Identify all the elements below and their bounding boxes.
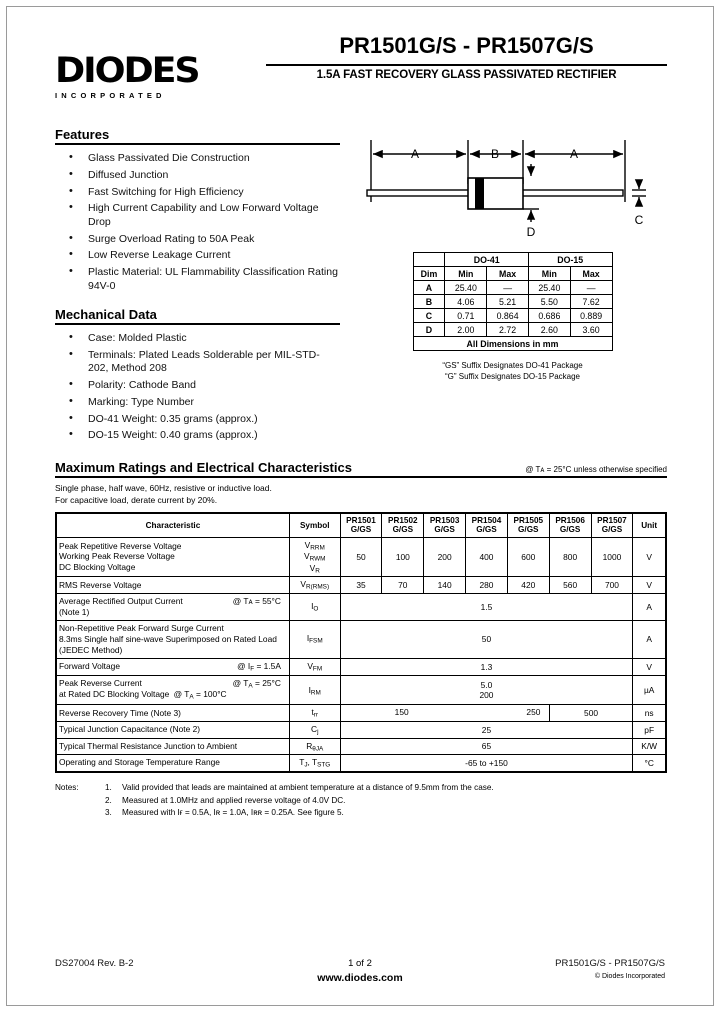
col-header-pr1507: PR1507 G/GS bbox=[591, 513, 633, 537]
svg-text:B: B bbox=[490, 147, 499, 161]
dim-value: 25.40 bbox=[528, 281, 570, 295]
package-diagram-svg bbox=[363, 124, 663, 242]
row-characteristic: Peak Reverse Current @ $T_A = 25^\circ C$ at Rated DC Blocking Voltage @ $T_A = 100^\circ C$ bbox=[56, 676, 289, 705]
list-item: • Case: Molded Plastic bbox=[55, 332, 340, 345]
mechanical-data-heading: Mechanical Data bbox=[55, 307, 340, 325]
list-item: • Fast Switching for High Efficiency bbox=[55, 186, 340, 199]
logo-wordmark: DIODES bbox=[55, 51, 199, 91]
logo-subtext: INCORPORATED bbox=[55, 91, 166, 100]
table-row bbox=[56, 721, 666, 738]
row-characteristic: Reverse Recovery Time (Note 3) bbox=[56, 705, 289, 722]
row-value: 50 bbox=[340, 537, 382, 577]
row-condition: @ $T_A = 100^\circ C$ bbox=[173, 689, 227, 701]
row-value: 200 bbox=[424, 537, 466, 577]
page-subtitle: 1.5A FAST RECOVERY GLASS PASSIVATED RECTIFIER bbox=[316, 69, 617, 82]
row-unit: pF bbox=[633, 721, 666, 738]
list-item: • Polarity: Cathode Band bbox=[55, 379, 340, 392]
preamble-line-1: Single phase, half wave, 60Hz, resistive or inductive load. bbox=[55, 483, 272, 494]
table-row bbox=[56, 577, 666, 594]
list-item: • DO-15 Weight: 0.40 grams (approx.) bbox=[55, 429, 340, 442]
note-item bbox=[105, 795, 667, 807]
dim-value: — bbox=[570, 281, 612, 295]
row-characteristic: Operating and Storage Temperature Range bbox=[56, 755, 289, 772]
suffix-note-g: “G” Suffix Designates DO-15 Package bbox=[444, 371, 581, 381]
row-value: 280 bbox=[466, 577, 508, 594]
row-symbol: $I_{FSM}$ bbox=[289, 620, 340, 658]
footer-doc-id: DS27004 Rev. B-2 bbox=[55, 958, 134, 969]
col-header-symbol: Symbol bbox=[289, 513, 340, 537]
ratings-table bbox=[55, 512, 667, 773]
dim-value: 25.40 bbox=[445, 281, 487, 295]
svg-text:D: D bbox=[526, 225, 535, 239]
table-row bbox=[56, 676, 666, 705]
dim-value: 2.72 bbox=[487, 323, 529, 337]
row-value-span: 25 bbox=[340, 721, 633, 738]
dimension-table bbox=[413, 252, 613, 351]
row-characteristic: RMS Reverse Voltage bbox=[56, 577, 289, 594]
dim-header-do41: DO-41 bbox=[445, 253, 529, 267]
note-number: 3. bbox=[105, 808, 112, 818]
svg-text:A: A bbox=[410, 147, 419, 161]
row-value-span: 5.0 200 bbox=[340, 676, 633, 705]
ratings-preamble bbox=[55, 483, 667, 506]
table-row bbox=[56, 755, 666, 772]
row-symbol: $V_{R(RMS)}$ bbox=[289, 577, 340, 594]
row-value: 400 bbox=[466, 537, 508, 577]
dim-units-note: All Dimensions in mm bbox=[413, 337, 612, 351]
mechanical-data-section bbox=[55, 307, 340, 443]
dim-subheader: Dim bbox=[413, 267, 445, 281]
row-value-span-low: 150 250 bbox=[340, 705, 549, 722]
features-list bbox=[55, 152, 340, 293]
dim-value: 0.686 bbox=[528, 309, 570, 323]
table-row bbox=[413, 323, 612, 337]
row-value-span: -65 to +150 bbox=[340, 755, 633, 772]
footer-part-number: PR1501G/S - PR1507G/S bbox=[555, 958, 665, 969]
row-value-span: 50 bbox=[340, 620, 633, 658]
notes-section bbox=[55, 782, 667, 821]
dim-label: C bbox=[413, 309, 445, 323]
max-ratings-condition: @ Tᴀ = 25°C unless otherwise specified bbox=[525, 465, 667, 475]
dim-subheader: Min bbox=[528, 267, 570, 281]
row-value-span-high: 500 bbox=[549, 705, 633, 722]
features-section bbox=[55, 127, 340, 293]
row-characteristic: Typical Junction Capacitance (Note 2) bbox=[56, 721, 289, 738]
row-characteristic: Typical Thermal Resistance Junction to Ambient bbox=[56, 738, 289, 755]
list-item: • Plastic Material: UL Flammability Classification Rating 94V-0 bbox=[55, 266, 340, 293]
table-header-row bbox=[56, 513, 666, 537]
dim-value: 0.864 bbox=[487, 309, 529, 323]
footer-page-number: 1 of 2 bbox=[348, 958, 372, 969]
diodes-logo bbox=[55, 32, 260, 100]
dim-subheader: Min bbox=[445, 267, 487, 281]
preamble-line-2: For capacitive load, derate current by 20%. bbox=[55, 494, 218, 505]
list-item: • Diffused Junction bbox=[55, 169, 340, 182]
list-item: • DO-41 Weight: 0.35 grams (approx.) bbox=[55, 413, 340, 426]
row-unit: A bbox=[633, 620, 666, 658]
max-ratings-heading bbox=[55, 460, 667, 478]
table-row bbox=[56, 705, 666, 722]
list-item: • Surge Overload Rating to 50A Peak bbox=[55, 233, 340, 246]
title-divider bbox=[266, 64, 667, 66]
note-number: 2. bbox=[105, 795, 112, 805]
package-outline-drawing bbox=[363, 124, 663, 242]
dim-subheader: Max bbox=[570, 267, 612, 281]
table-row bbox=[56, 620, 666, 658]
col-header-pr1505: PR1505 G/GS bbox=[507, 513, 549, 537]
row-value: 100 bbox=[382, 537, 424, 577]
row-characteristic: Average Rectified Output Current @ Tᴀ = 55°C (Note 1) bbox=[56, 593, 289, 620]
page-header bbox=[55, 32, 667, 114]
dim-label: B bbox=[413, 295, 445, 309]
dimension-table-wrapper bbox=[413, 252, 613, 383]
row-unit: A bbox=[633, 593, 666, 620]
notes-label: Notes: bbox=[55, 782, 79, 792]
col-header-pr1503: PR1503 G/GS bbox=[424, 513, 466, 537]
svg-text:C: C bbox=[634, 213, 643, 227]
col-header-characteristic: Characteristic bbox=[56, 513, 289, 537]
row-characteristic: Peak Repetitive Reverse Voltage Working Peak Reverse Voltage DC Blocking Voltage bbox=[56, 537, 289, 577]
col-header-unit: Unit bbox=[633, 513, 666, 537]
dim-value: 2.60 bbox=[528, 323, 570, 337]
list-item: • Marking: Type Number bbox=[55, 396, 340, 409]
row-unit: V bbox=[633, 577, 666, 594]
row-characteristic: Non-Repetitive Peak Forward Surge Current 8.3ms Single half sine-wave Superimposed on Rated Load (JEDEC Method) bbox=[56, 620, 289, 658]
table-row bbox=[56, 738, 666, 755]
dim-value: 0.889 bbox=[570, 309, 612, 323]
row-symbol: $I_{RM}$ bbox=[289, 676, 340, 705]
footer-website-link[interactable]: www.diodes.com bbox=[317, 972, 403, 984]
row-unit: K/W bbox=[633, 738, 666, 755]
dim-subheader: Max bbox=[487, 267, 529, 281]
note-item bbox=[105, 782, 667, 794]
row-value: 35 bbox=[340, 577, 382, 594]
row-value: 560 bbox=[549, 577, 591, 594]
col-header-pr1506: PR1506 G/GS bbox=[549, 513, 591, 537]
row-symbol: $V_{FM}$ bbox=[289, 658, 340, 676]
table-row bbox=[413, 295, 612, 309]
col-header-pr1504: PR1504 G/GS bbox=[466, 513, 508, 537]
list-item: • High Current Capability and Low Forward Voltage Drop bbox=[55, 202, 340, 229]
svg-text:A: A bbox=[569, 147, 578, 161]
row-value: 420 bbox=[507, 577, 549, 594]
table-row bbox=[56, 593, 666, 620]
dim-header-do15: DO-15 bbox=[528, 253, 612, 267]
row-value: 600 bbox=[507, 537, 549, 577]
footer-copyright: © Diodes Incorporated bbox=[594, 973, 665, 980]
row-value: 70 bbox=[382, 577, 424, 594]
row-unit: V bbox=[633, 658, 666, 676]
table-row bbox=[413, 337, 612, 351]
suffix-notes bbox=[413, 361, 613, 383]
note-text: Measured with Iғ = 0.5A, Iʀ = 1.0A, Iʀʀ = 0.25A. See figure 5. bbox=[122, 808, 344, 818]
dim-label: D bbox=[413, 323, 445, 337]
row-value: 700 bbox=[591, 577, 633, 594]
row-value-span: 65 bbox=[340, 738, 633, 755]
table-row bbox=[56, 537, 666, 577]
list-item: • Low Reverse Leakage Current bbox=[55, 249, 340, 262]
row-unit: ns bbox=[633, 705, 666, 722]
suffix-note-gs: “GS” Suffix Designates DO-41 Package bbox=[442, 361, 583, 370]
note-text: Valid provided that leads are maintained at ambient temperature at a distance of 9.5mm from the case. bbox=[122, 782, 494, 792]
row-condition: @ Tᴀ = 55°C bbox=[232, 595, 281, 606]
row-value-span: 1.3 bbox=[340, 658, 633, 676]
row-unit: V bbox=[633, 537, 666, 577]
table-row bbox=[413, 267, 612, 281]
dim-value: 0.71 bbox=[445, 309, 487, 323]
list-item: • Terminals: Plated Leads Solderable per MIL-STD-202, Method 208 bbox=[55, 349, 340, 376]
dim-value: 7.62 bbox=[570, 295, 612, 309]
row-value: 800 bbox=[549, 537, 591, 577]
col-header-pr1501: PR1501 G/GS bbox=[340, 513, 382, 537]
list-item: • Glass Passivated Die Construction bbox=[55, 152, 340, 165]
row-unit: °C bbox=[633, 755, 666, 772]
row-characteristic: Forward Voltage @ $I_F = 1.5A$ bbox=[56, 658, 289, 676]
table-row bbox=[413, 309, 612, 323]
features-heading: Features bbox=[55, 127, 340, 145]
dim-value: 2.00 bbox=[445, 323, 487, 337]
row-symbol: $R_{\theta JA}$ bbox=[289, 738, 340, 755]
table-row bbox=[56, 658, 666, 676]
dim-corner-cell bbox=[413, 253, 445, 267]
row-condition: @ $T_A = 25^\circ C$ bbox=[232, 678, 281, 691]
row-symbol: $I_O$ bbox=[289, 593, 340, 620]
row-condition: @ $I_F = 1.5A$ bbox=[237, 660, 281, 673]
page-title: PR1501G/S - PR1507G/S bbox=[339, 33, 594, 58]
row-symbol: $C_j$ bbox=[289, 721, 340, 738]
table-row bbox=[413, 253, 612, 267]
dim-value: — bbox=[487, 281, 529, 295]
row-unit: µA bbox=[633, 676, 666, 705]
mechanical-data-list bbox=[55, 332, 340, 443]
page-footer bbox=[55, 958, 665, 984]
row-value: 140 bbox=[424, 577, 466, 594]
row-value: 1000 bbox=[591, 537, 633, 577]
note-number: 1. bbox=[105, 782, 112, 792]
row-value-span: 1.5 bbox=[340, 593, 633, 620]
note-text: Measured at 1.0MHz and applied reverse voltage of 4.0V DC. bbox=[122, 795, 346, 805]
row-symbol: $T_J$, $T_{STG}$ bbox=[289, 755, 340, 772]
max-ratings-heading-text: Maximum Ratings and Electrical Characteristics bbox=[55, 460, 352, 476]
row-symbol: $t_{rr}$ bbox=[289, 705, 340, 722]
table-row bbox=[413, 281, 612, 295]
col-header-pr1502: PR1502 G/GS bbox=[382, 513, 424, 537]
note-item bbox=[105, 807, 667, 819]
dim-value: 5.21 bbox=[487, 295, 529, 309]
dim-label: A bbox=[413, 281, 445, 295]
dim-value: 4.06 bbox=[445, 295, 487, 309]
row-symbol: $V_{RRM}$ $V_{RWM}$ $V_R$ bbox=[289, 537, 340, 577]
dim-value: 5.50 bbox=[528, 295, 570, 309]
dim-value: 3.60 bbox=[570, 323, 612, 337]
max-ratings-section bbox=[55, 460, 667, 772]
